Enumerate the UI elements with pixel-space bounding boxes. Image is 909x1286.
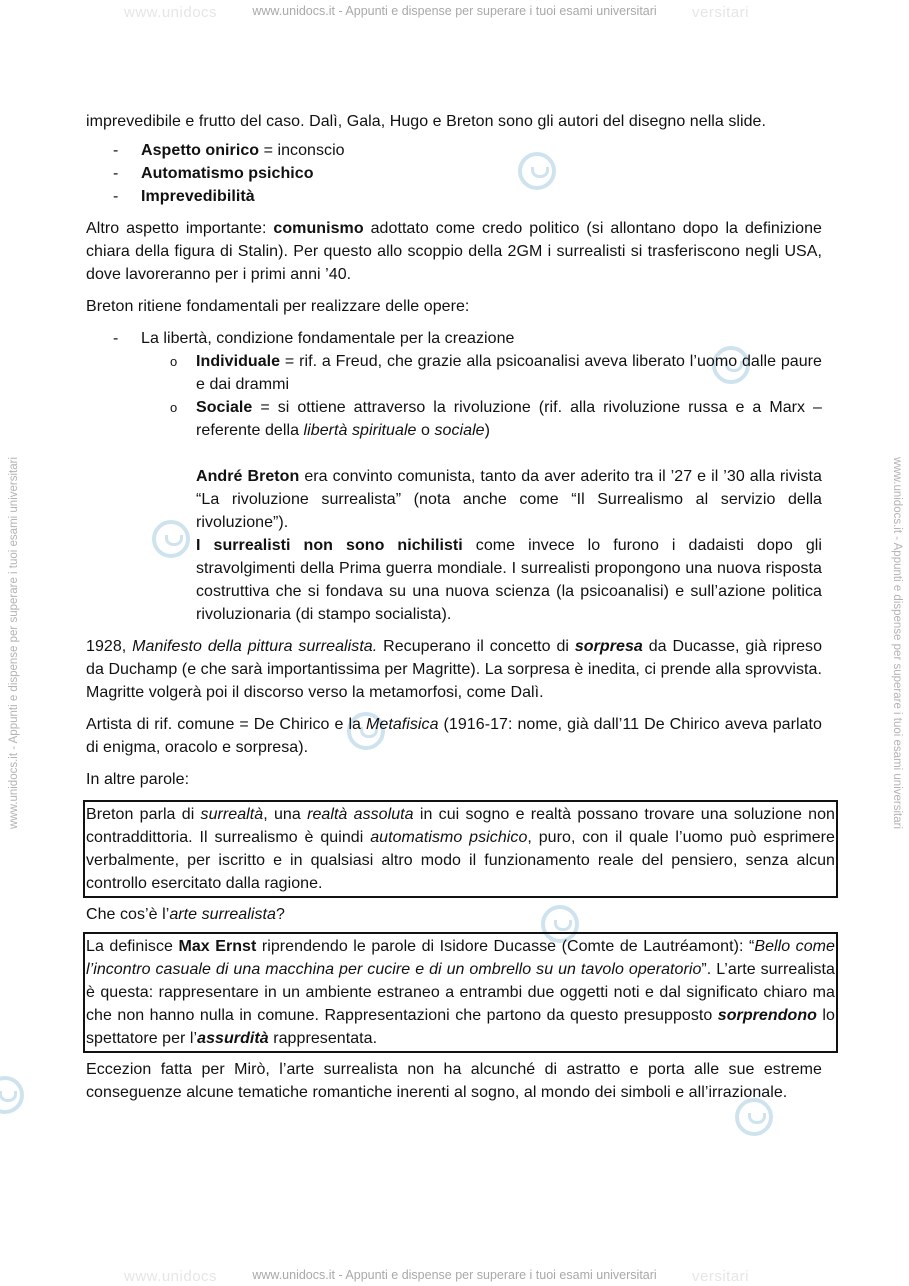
paragraph: Eccezion fatta per Mirò, l’arte surrealista non ha alcunché di astratto e porta alle sue estreme conseguenze alcune tematiche romantiche inerenti al sogno, al mondo dei simboli e all’irrazionale. (86, 1061, 822, 1101)
side-watermark-right: www.unidocs.it - Appunti e dispense per superare i tuoi esami universitari (891, 456, 903, 830)
sublist-freedom (86, 350, 822, 442)
faint-watermark: versitari (692, 4, 750, 21)
definition-box (83, 932, 838, 1053)
side-watermark-left: www.unidocs.it - Appunti e dispense per superare i tuoi esami universitari (8, 456, 20, 830)
list-freedom (86, 327, 822, 350)
unidocs-logo-icon (0, 1076, 24, 1114)
list-item: o Individuale = rif. a Freud, che grazie alla psicoanalisi aveva liberato l’uomo dalle paure e dai drammi (170, 353, 822, 393)
paragraph: Breton ritiene fondamentali per realizzare delle opere: (86, 298, 470, 315)
paragraph: Artista di rif. comune = De Chirico e la Metafisica (1916-17: nome, già dall’11 De Chirico aveva parlato di enigma, oracolo e sorpresa). (86, 716, 822, 756)
document-body (86, 110, 835, 1104)
list-features (86, 139, 822, 208)
list-item: o Sociale = si ottiene attraverso la rivoluzione (rif. alla rivoluzione russa e a Marx – referente della libertà spirituale o sociale) (170, 399, 822, 439)
definition-box (83, 800, 838, 898)
paragraph: Che cos’è l’arte surrealista? (86, 906, 285, 923)
list-item: - Automatismo psichico (113, 165, 314, 182)
list-item: - Aspetto onirico = inconscio (113, 142, 345, 159)
paragraph-indented: André Breton era convinto comunista, tanto da aver aderito tra il ’27 e il ’30 alla rivista “La rivoluzione surrealista” (nota anche come “Il Surrealismo al servizio della rivoluzione”). (196, 468, 823, 531)
paragraph: 1928, Manifesto della pittura surrealista. Recuperano il concetto di sorpresa da Ducasse, già ripreso da Duchamp (e che sarà importantissima per Magritte). La sorpresa è inedita, ci prende alla sprovvista. Magritte volgerà poi il discorso verso la metamorfosi, come Dalì. (86, 638, 823, 701)
header-watermark: www.unidocs.it - Appunti e dispense per superare i tuoi esami universitari (252, 4, 657, 18)
faint-watermark: www.unidocs (124, 4, 218, 21)
paragraph-indented: I surrealisti non sono nichilisti come invece lo furono i dadaisti dopo gli stravolgimenti della Prima guerra mondiale. I surrealisti propongono una nuova risposta costruttiva che si fondava su una nuova scienza (la psicoanalisi) e sull’azione politica rivoluzionaria (di stampo socialista). (196, 537, 822, 623)
faint-watermark: www.unidocs (124, 1268, 218, 1285)
paragraph: Altro aspetto importante: comunismo adottato come credo politico (si allontano dopo la definizione chiara della figura di Stalin). Per questo allo scoppio della 2GM i surrealisti si trasferiscono negli USA, dove lavoreranno per i primi anni ’40. (86, 220, 822, 283)
paragraph: In altre parole: (86, 771, 190, 788)
list-item: - La libertà, condizione fondamentale per la creazione (113, 330, 515, 347)
paragraph: Breton parla di surrealtà, una realtà assoluta in cui sogno e realtà possano trovare una soluzione non contraddittoria. Il surrealismo è quindi automatismo psichico, puro, con il quale l’uomo può esprimere verbalmente, per iscritto e in qualsiasi altro modo il funzionamento reale del pensiero, senza alcun controllo esercitato dalla ragione. (86, 806, 835, 892)
paragraph: imprevedibile e frutto del caso. Dalì, Gala, Hugo e Breton sono gli autori del disegno nella slide. (86, 113, 767, 130)
footer-watermark: www.unidocs.it - Appunti e dispense per superare i tuoi esami universitari (252, 1268, 657, 1282)
faint-watermark: versitari (692, 1268, 750, 1285)
paragraph: La definisce Max Ernst riprendendo le parole di Isidore Ducasse (Comte de Lautréamont): “Bello come l’incontro casuale di una macchina per cucire e di un ombrello su un tavolo operatorio”. L’arte surrealista è questa: rappresentare in un ambiente estraneo a entrambi due oggetti noti e dal significato chiaro ma che non hanno nulla in comune. Rappresentazioni che partono da questo presupposto sorprendono lo spettatore per l’assurdità rappresentata. (86, 938, 835, 1047)
list-item: - Imprevedibilità (113, 188, 255, 205)
